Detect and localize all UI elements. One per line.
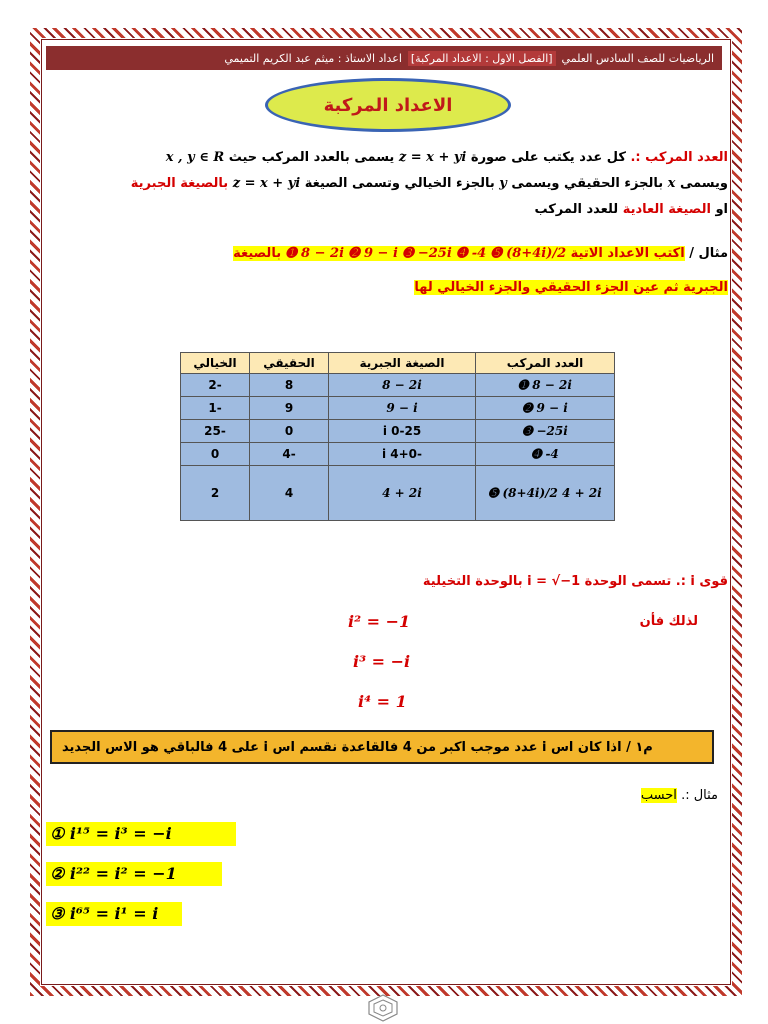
definition-math-1: z = x + yi xyxy=(398,150,467,165)
example1-item-3: ➌ −25i xyxy=(402,246,452,261)
table-cell: 9 xyxy=(250,397,329,420)
table-cell: ➊ 8 − 2i xyxy=(476,374,615,397)
table-cell: 9 − i xyxy=(329,397,476,420)
table-row xyxy=(181,374,615,397)
header-subject: الرياضيات للصف السادس العلمي xyxy=(561,51,714,65)
definition-standard-form: الصيغة العادية xyxy=(622,202,711,217)
rule-box xyxy=(50,730,714,764)
table-row xyxy=(181,397,615,420)
example2-label: مثال :. xyxy=(681,788,718,803)
example1-label: مثال / xyxy=(689,246,728,261)
example1-item-2: ➋ 9 − i xyxy=(348,246,398,261)
example1-item-1: ➊ 8 − 2i xyxy=(285,246,345,261)
therefore-text: لذلك فأن xyxy=(639,614,698,629)
table-cell: -25 xyxy=(181,420,250,443)
table-cell: ➌ −25i xyxy=(476,420,615,443)
example1-line-2 xyxy=(414,280,728,295)
table-cell: 8 xyxy=(250,374,329,397)
table-cell: -4 xyxy=(250,443,329,466)
example2-line xyxy=(641,788,718,803)
calc-3: ③ i⁶⁵ = i¹ = i xyxy=(46,902,182,926)
table-cell: 4 xyxy=(250,466,329,521)
footer-ornament-icon xyxy=(367,994,399,1022)
definition-text-3a: او xyxy=(715,202,728,217)
definition-line-3 xyxy=(534,202,728,217)
definition-label: العدد المركب :. xyxy=(630,150,728,165)
table-cell: -4+0 i xyxy=(329,443,476,466)
power-eq-1: i² = −1 xyxy=(348,612,411,631)
definition-math-3: z = x + yi xyxy=(232,176,301,191)
definition-text-2b: بالجزء الحقيقي ويسمى xyxy=(511,176,664,191)
table-cell: 2 xyxy=(181,466,250,521)
header-chapter: [الفصل الاول : الاعداد المركبة] xyxy=(408,51,556,66)
example1-highlight xyxy=(233,246,685,261)
definition-text-1b: يسمى بالعدد المركب حيث xyxy=(228,150,395,165)
table-cell: 8 − 2i xyxy=(329,374,476,397)
table-cell: ➎ (8+4i)/2 4 + 2i xyxy=(476,466,615,521)
definition-text-3b: للعدد المركب xyxy=(534,202,619,217)
table-cell: 0 xyxy=(250,420,329,443)
table-cell: ➋ 9 − i xyxy=(476,397,615,420)
table-cell: 0-25 i xyxy=(329,420,476,443)
page-title: الاعداد المركبة xyxy=(265,78,511,132)
example1-text-2: الجبرية ثم عين الجزء الحقيقي والجزء الخيالي لها xyxy=(414,280,728,295)
table-cell: -2 xyxy=(181,374,250,397)
definition-math-2: x , y ∈ R xyxy=(165,150,225,165)
definition-text-2c: بالجزء الخيالي وتسمى الصيغة xyxy=(304,176,495,191)
table-header-complex: العدد المركب xyxy=(476,353,615,374)
table-row xyxy=(181,443,615,466)
page-header xyxy=(46,46,722,70)
definition-text-1a: كل عدد يكتب على صورة xyxy=(470,150,626,165)
power-eq-3: i⁴ = 1 xyxy=(358,692,407,711)
table-header-real: الحقيقي xyxy=(250,353,329,374)
definition-algebraic-form: بالصيغة الجبرية xyxy=(130,176,229,191)
definition-line-1 xyxy=(166,150,728,165)
definition-y: y xyxy=(499,176,507,191)
table-header-algebraic: الصيغة الجبرية xyxy=(329,353,476,374)
table-cell: 0 xyxy=(181,443,250,466)
example1-suffix: بالصيغة xyxy=(233,246,282,261)
calc-1: ① i¹⁵ = i³ = −i xyxy=(46,822,236,846)
table-row xyxy=(181,466,615,521)
table-row xyxy=(181,420,615,443)
table-cell: 4 + 2i xyxy=(329,466,476,521)
example2-word: احسب xyxy=(640,788,677,803)
power-eq-2: i³ = −i xyxy=(353,652,411,671)
rule-text: م١ / اذا كان اس i عدد موجب اكبر من 4 فالقاعدة نقسم اس i على 4 فالباقي هو الاس الجديد xyxy=(62,739,653,755)
example1-item-4: ➍ -4 xyxy=(456,246,487,261)
example1-line-1 xyxy=(233,246,728,261)
header-author: اعداد الاستاذ : ميثم عبد الكريم التميمي xyxy=(224,51,402,65)
table-cell: ➍ -4 xyxy=(476,443,615,466)
example1-item-5: ➎ (8+4i)/2 xyxy=(490,246,567,261)
definition-x: x xyxy=(667,176,676,191)
example1-text: اكتب الاعداد الاتية xyxy=(570,246,685,261)
table-header-row xyxy=(181,353,615,374)
complex-table xyxy=(180,352,615,521)
table-cell: -1 xyxy=(181,397,250,420)
table-header-imag: الخيالي xyxy=(181,353,250,374)
powers-line: قوى i :. تسمى الوحدة i = √−1 بالوحدة التخيلية xyxy=(422,574,728,589)
definition-text-2a: ويسمى xyxy=(679,176,728,191)
calc-2: ② i²² = i² = −1 xyxy=(46,862,222,886)
definition-line-2 xyxy=(131,176,728,191)
